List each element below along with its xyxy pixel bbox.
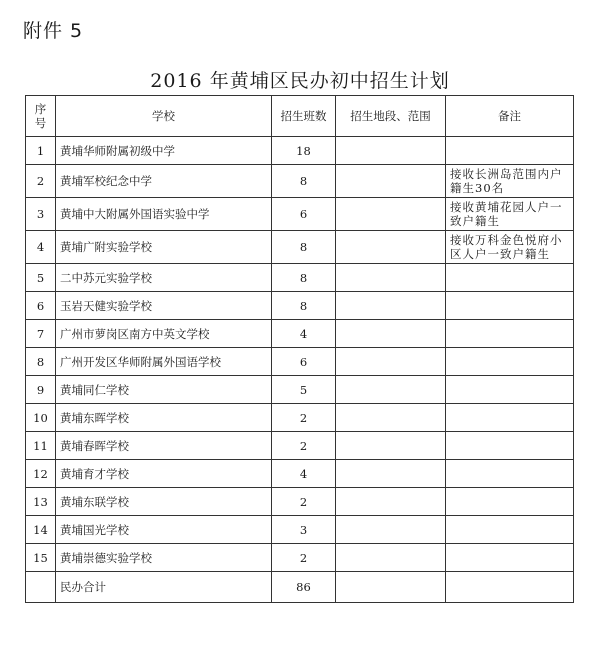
- document-title: 2016 年黄埔区民办初中招生计划: [150, 70, 450, 92]
- row-no: 5: [26, 264, 56, 292]
- total-note: [446, 572, 574, 603]
- table-row: [26, 460, 574, 488]
- row-area: [336, 460, 446, 488]
- row-school: 广州市萝岗区南方中英文学校: [56, 320, 272, 348]
- header-area: 招生地段、范围: [336, 96, 446, 137]
- table-row: [26, 376, 574, 404]
- row-classes: 5: [272, 376, 336, 404]
- table-row: [26, 404, 574, 432]
- table-row: [26, 320, 574, 348]
- row-school: 黄埔同仁学校: [56, 376, 272, 404]
- row-note: [446, 432, 574, 460]
- row-area: [336, 376, 446, 404]
- table-row: [26, 544, 574, 572]
- row-area: [336, 488, 446, 516]
- row-school: 黄埔广附实验学校: [56, 231, 272, 264]
- row-school: 二中苏元实验学校: [56, 264, 272, 292]
- table-row: [26, 516, 574, 544]
- row-area: [336, 544, 446, 572]
- total-no: [26, 572, 56, 603]
- header-row: [26, 96, 574, 137]
- row-no: 6: [26, 292, 56, 320]
- row-note: [446, 292, 574, 320]
- row-no: 14: [26, 516, 56, 544]
- row-school: 黄埔中大附属外国语实验中学: [56, 198, 272, 231]
- row-area: [336, 432, 446, 460]
- row-note: [446, 544, 574, 572]
- row-no: 12: [26, 460, 56, 488]
- row-area: [336, 516, 446, 544]
- row-area: [336, 292, 446, 320]
- total-row: [26, 572, 574, 603]
- row-note: [446, 516, 574, 544]
- row-classes: 4: [272, 460, 336, 488]
- row-note: [446, 348, 574, 376]
- row-school: 广州开发区华师附属外国语学校: [56, 348, 272, 376]
- row-school: 黄埔国光学校: [56, 516, 272, 544]
- row-classes: 6: [272, 348, 336, 376]
- table-row: [26, 165, 574, 198]
- table-row: [26, 432, 574, 460]
- row-school: 黄埔崇德实验学校: [56, 544, 272, 572]
- row-school: 黄埔东晖学校: [56, 404, 272, 432]
- row-classes: 2: [272, 544, 336, 572]
- row-note: 接收万科金色悦府小区人户一致户籍生: [446, 231, 574, 264]
- row-no: 9: [26, 376, 56, 404]
- row-note: [446, 404, 574, 432]
- table-body: [26, 137, 574, 572]
- row-area: [336, 231, 446, 264]
- row-school: 玉岩天健实验学校: [56, 292, 272, 320]
- header-no-text: 序 号: [34, 102, 47, 130]
- table-header: [26, 96, 574, 137]
- header-school: 学校: [56, 96, 272, 137]
- row-area: [336, 165, 446, 198]
- row-area: [336, 264, 446, 292]
- row-area: [336, 137, 446, 165]
- row-note: [446, 320, 574, 348]
- table-row: [26, 198, 574, 231]
- row-note: [446, 137, 574, 165]
- row-classes: 8: [272, 165, 336, 198]
- row-school: 黄埔东联学校: [56, 488, 272, 516]
- row-no: 8: [26, 348, 56, 376]
- table-row: [26, 264, 574, 292]
- row-area: [336, 198, 446, 231]
- row-no: 3: [26, 198, 56, 231]
- row-area: [336, 320, 446, 348]
- header-classes: 招生班数: [272, 96, 336, 137]
- table-row: [26, 348, 574, 376]
- header-no: [26, 96, 56, 137]
- row-school: 黄埔春晖学校: [56, 432, 272, 460]
- row-area: [336, 348, 446, 376]
- row-no: 10: [26, 404, 56, 432]
- row-note: [446, 460, 574, 488]
- total-area: [336, 572, 446, 603]
- table-row: [26, 137, 574, 165]
- row-no: 4: [26, 231, 56, 264]
- row-classes: 8: [272, 231, 336, 264]
- row-school: 黄埔军校纪念中学: [56, 165, 272, 198]
- row-no: 1: [26, 137, 56, 165]
- row-classes: 2: [272, 488, 336, 516]
- table-row: [26, 292, 574, 320]
- table-row: [26, 231, 574, 264]
- row-no: 2: [26, 165, 56, 198]
- row-no: 13: [26, 488, 56, 516]
- row-no: 11: [26, 432, 56, 460]
- attachment-label: 附件 5: [23, 20, 84, 42]
- row-no: 7: [26, 320, 56, 348]
- row-note: [446, 376, 574, 404]
- row-note: [446, 488, 574, 516]
- row-classes: 4: [272, 320, 336, 348]
- table-row: [26, 488, 574, 516]
- header-note: 备注: [446, 96, 574, 137]
- row-classes: 3: [272, 516, 336, 544]
- row-no: 15: [26, 544, 56, 572]
- row-classes: 2: [272, 432, 336, 460]
- row-school: 黄埔华师附属初级中学: [56, 137, 272, 165]
- row-area: [336, 404, 446, 432]
- enrollment-plan-table: [25, 95, 574, 603]
- row-classes: 6: [272, 198, 336, 231]
- total-classes: 86: [272, 572, 336, 603]
- row-school: 黄埔育才学校: [56, 460, 272, 488]
- total-label: 民办合计: [56, 572, 272, 603]
- row-note: 接收黄埔花园人户一致户籍生: [446, 198, 574, 231]
- row-note: [446, 264, 574, 292]
- row-classes: 2: [272, 404, 336, 432]
- row-classes: 18: [272, 137, 336, 165]
- table-footer: [26, 572, 574, 603]
- row-classes: 8: [272, 264, 336, 292]
- row-classes: 8: [272, 292, 336, 320]
- row-note: 接收长洲岛范围内户籍生30名: [446, 165, 574, 198]
